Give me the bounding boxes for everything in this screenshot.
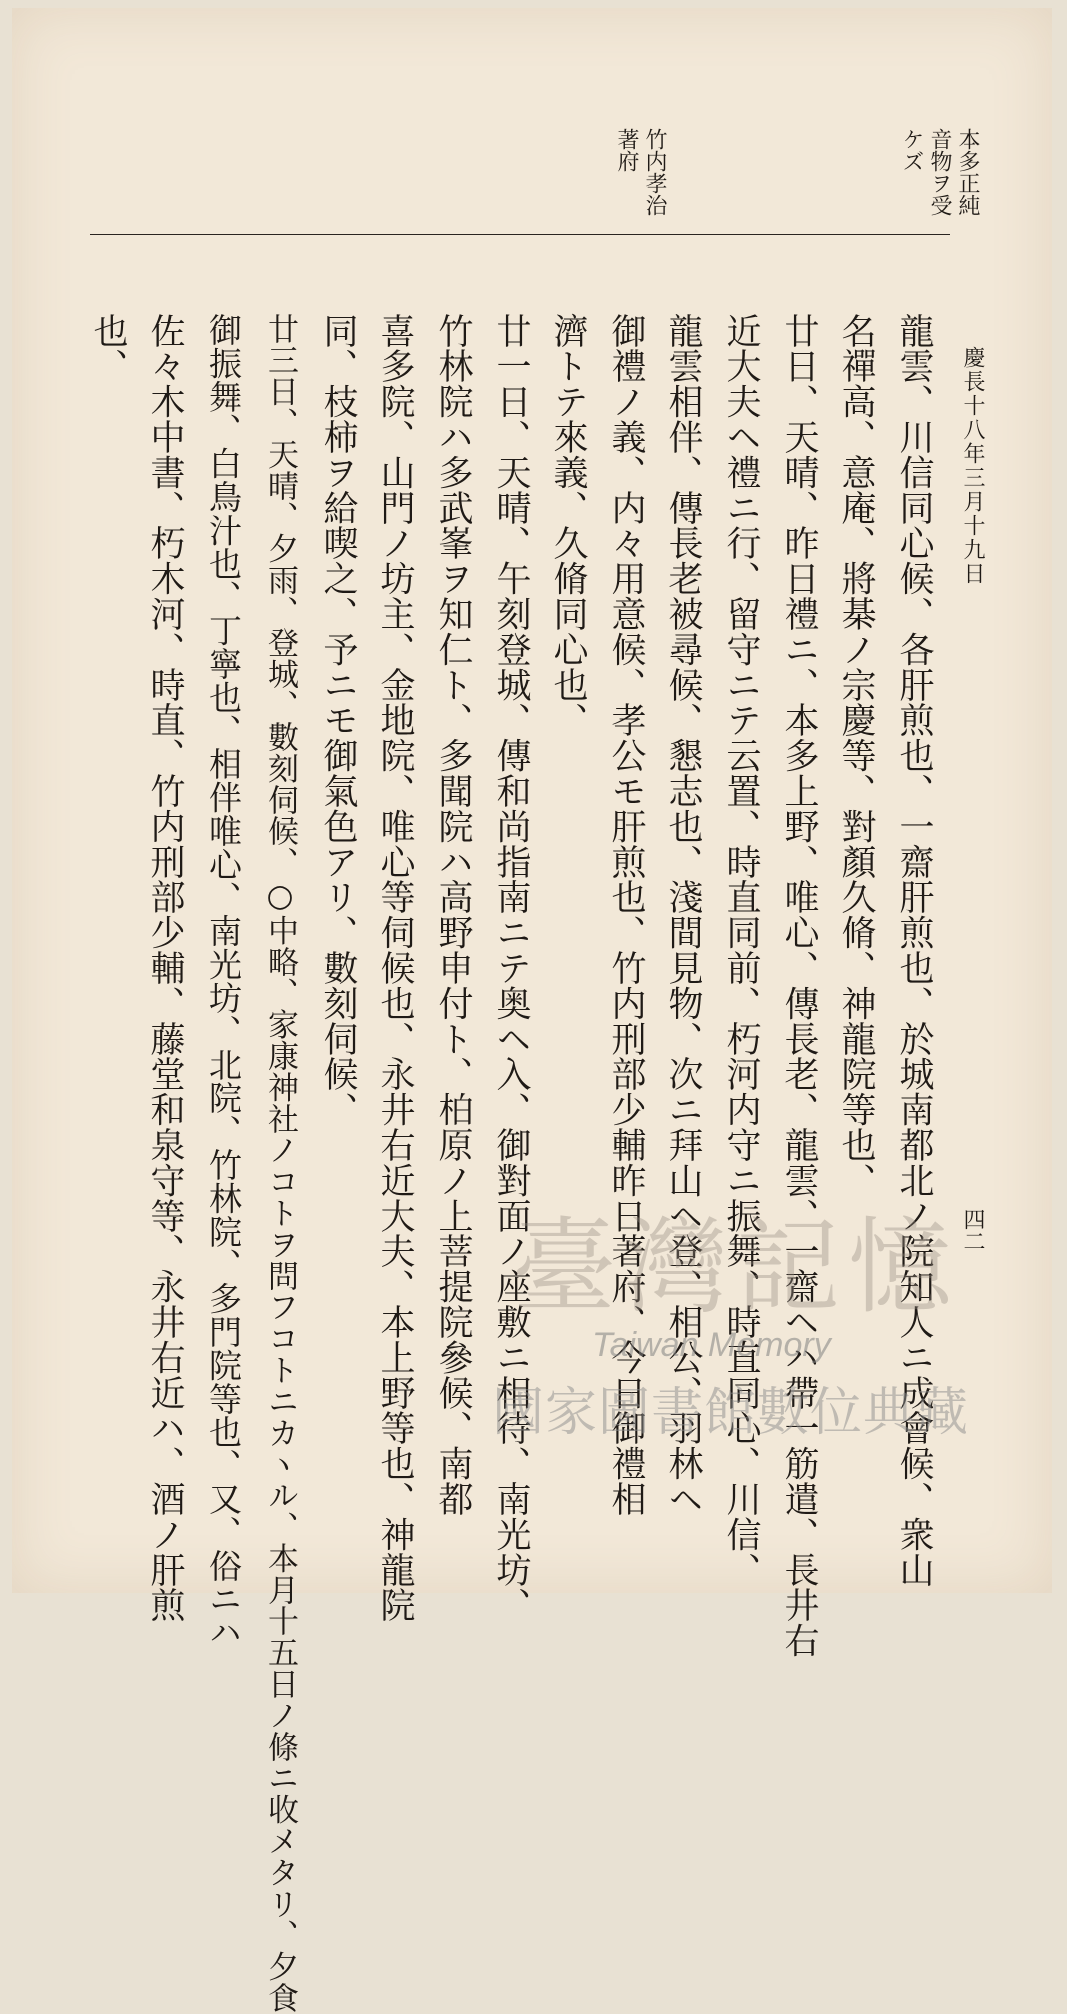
body-column: 廿三日、天晴、夕雨、登城、數刻伺候、○中略、家康神社ノコトヲ問フコトニカヽル、本月十五日ノ條ニ收メタリ、夕食 [262,313,298,2014]
watermark-calligraphy: 臺灣記憶 [512,1206,961,1328]
body-column: 龍雲相伴、傳長老被尋候、懇志也、淺間見物、次ニ拜山ヘ登、相公、羽林ヘ [663,313,703,1517]
book-page [12,8,1052,2014]
body-column: 佐々木中書、朽木河、時直、竹内刑部少輔、藤堂和泉守等、永井右近ハ、酒ノ肝煎 [145,313,185,1623]
body-column: 龍雲、川信同心候、各肝煎也、一齋肝煎也、於城南都北ノ院知人ニ成會候、衆山 [894,313,934,1588]
page-number: 四二 [960,1208,985,1252]
body-column: 也、 [88,313,128,384]
body-column: 濟トテ來義、久脩同心也、 [548,313,588,738]
watermark-english: Taiwan Memory [592,1326,831,1364]
body-column: 廿日、天晴、昨日禮ニ、本多上野、唯心、傳長老、龍雲、一齋ヘハ帶一筋遣、長井右 [779,313,819,1659]
body-column: 喜多院、山門ノ坊主、金地院、唯心等伺候也、永井右近大夫、本上野等也、神龍院 [375,313,415,1623]
header-rule [90,234,950,235]
body-column: 名禪高、意庵、將棊ノ宗慶等、對顏久脩、神龍院等也、 [836,313,876,1198]
running-header-date: 慶長十八年三月十九日 [960,346,985,586]
body-column: 御振舞、白鳥汁也、丁寧也、相伴唯心、南光坊、北院、竹林院、多門院等也、又、俗ニハ [204,313,243,1649]
body-column: 竹林院ハ多武峯ヲ知仁ト、多聞院ハ高野申付ト、柏原ノ上菩提院參候、南都 [433,313,473,1517]
body-column: 同、枝柿ヲ給喫之、予ニモ御氣色アリ、數刻伺候、 [318,313,358,1128]
watermark-institution: 國家圖書館數位典藏 [492,1383,970,1443]
body-column: 御禮ノ義、内々用意候、孝公モ肝煎也、竹内刑部少輔昨日著府、今日御禮相 [606,313,646,1517]
margin-note: 竹内孝治 著府 [614,128,667,216]
margin-note: 本多正純 音物ヲ受 ケズ [899,128,980,216]
body-column: 近大夫ヘ禮ニ行、留守ニテ云置、時直同前、朽河内守ニ振舞、時直同心、川信、 [721,313,761,1588]
body-column: 廿一日、天晴、午刻登城、傳和尚指南ニテ奥ヘ入、御對面ノ座敷ニ相待、南光坊、 [491,313,531,1623]
